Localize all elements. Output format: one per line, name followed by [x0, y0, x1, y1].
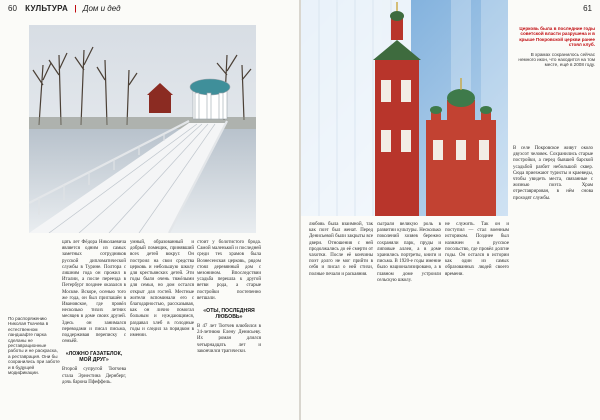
header-separator: |: [74, 4, 77, 13]
church-photo: [301, 0, 508, 216]
column-1-text: цать лет Фёдора Николаевича является одним из самых заметных сотрудников русской дипломатической службы в Турине. Полтора с лишним года он прожил в Италии, а после переезда в Петербург позднее оказался в Москве. Вскоре, осенью того же года, он был приглашён в Ивановское, где провёл несколько тихих летних месяцев в доме своих друзей. Здесь он занимался переводами и писал письма, поддерживая переписку с семьёй.: [62, 240, 126, 345]
column-7-text: В селе Покровское живут около двухсот человек. Сохранились старые постройки, а перед бывшей барской усадьбой разбит небольшой сквер. Сюда приезжают туристы и краеведы, чтобы увидеть места, связанные с жизнью поэта. Храм отреставрирован, в нём снова проходят службы.: [513, 146, 593, 201]
column-5-text: сыграли великую роль в развитии культуры. Несколько поколений хозяев бережно сохраняли парк, пруды и липовые аллеи, а в доме хранились портреты, книги и письма. В 1920-е годы имение было национализировано, а в главном доме устроили сельскую школу.: [377, 222, 441, 283]
column-6-text: не служить. Так он и поступил — стал военным историком. Позднее был назначен в русское посольство, где провёл долгие годы. Он остался в истории как один из самых образованных людей своего времени.: [445, 222, 509, 277]
right-photo-caption: [515, 26, 595, 68]
column-2: [130, 240, 194, 339]
column-1: [62, 240, 126, 386]
column-4: [309, 222, 373, 278]
column-2-text: умный, образованный и добрый помещик, принявший всех детей вокруг. Он построил на свои средства церковь и небольшую школу для крестьянских детей. Эти годы были очень тяжёлыми для семьи, но дом остался открыт для гостей. Местные жители вспоминали его с благодарностью, рассказывая, как он лично помогал больным и нуждающимся, раздавал хлеб в голодные годы и следил за порядком в имении.: [130, 240, 194, 339]
right-page-number: 61: [583, 4, 592, 13]
right-photo-headline: Церковь была в последние годы советской власти разрушена и в крыше Покровской церкви ранее стоял клуб.: [519, 26, 595, 48]
right-page: [301, 0, 600, 420]
subhead-1: «ЛОЖНО ГАЗАТЕЛОК, МОЙ ДРУГ»: [65, 351, 123, 364]
rubric-name: Дом и дед: [82, 4, 121, 13]
left-page: [0, 0, 299, 420]
pier-gazebo-photo: [29, 25, 256, 233]
column-3-tail: В 47 лет Тютчев влюбился в 24-летнюю Елену Денисьеву. Их роман длился четырнадцать лет и закончился трагически.: [197, 324, 261, 354]
column-3-text: стоит у болотистого брода. Самой маленькой и последней среди тех храмов была Вознесенская церковь, рядом стоял деревянный дом с мезонином. Впоследствии усадьба перешла к другой ветви рода, а старые постройки постепенно ветшали.: [197, 240, 261, 301]
column-4-text: любовь была взаимной, так как поэт был женат. Перед Денисьевой были закрыты все двери. Отношения с ней продолжались до её смерти от чахотки. После её кончины поэт долго не мог прийти в себя и писал о ней стихи, полные печали и раскаяния.: [309, 222, 373, 277]
column-5: [377, 222, 441, 284]
column-1-tail: Второй супругой Тютчева стала Эрнестина Дернберг, дочь барона Пфеффель.: [62, 367, 126, 385]
right-photo-note: В храмах сохранилось сейчас немного икон, что находится на том месте, ещё в 2008 году.: [518, 51, 595, 68]
left-page-number: 60: [8, 4, 17, 13]
column-7: [513, 146, 593, 202]
subhead-2: «ОТЫ, ПОСЛЕДНЯЯ ЛЮБОВЬ»: [203, 308, 255, 321]
section-name: КУЛЬТУРА: [25, 4, 69, 13]
column-6: [445, 222, 509, 278]
left-photo-caption: По распоряжению Николая Ткачева в естественном ландшафте парка сделаны не реставрационные работы и не раскраска, а реставрация. Они бы сохранились при заботе и в будущей модификации.: [8, 316, 60, 376]
column-3: [197, 240, 261, 355]
left-page-header: [8, 4, 121, 16]
